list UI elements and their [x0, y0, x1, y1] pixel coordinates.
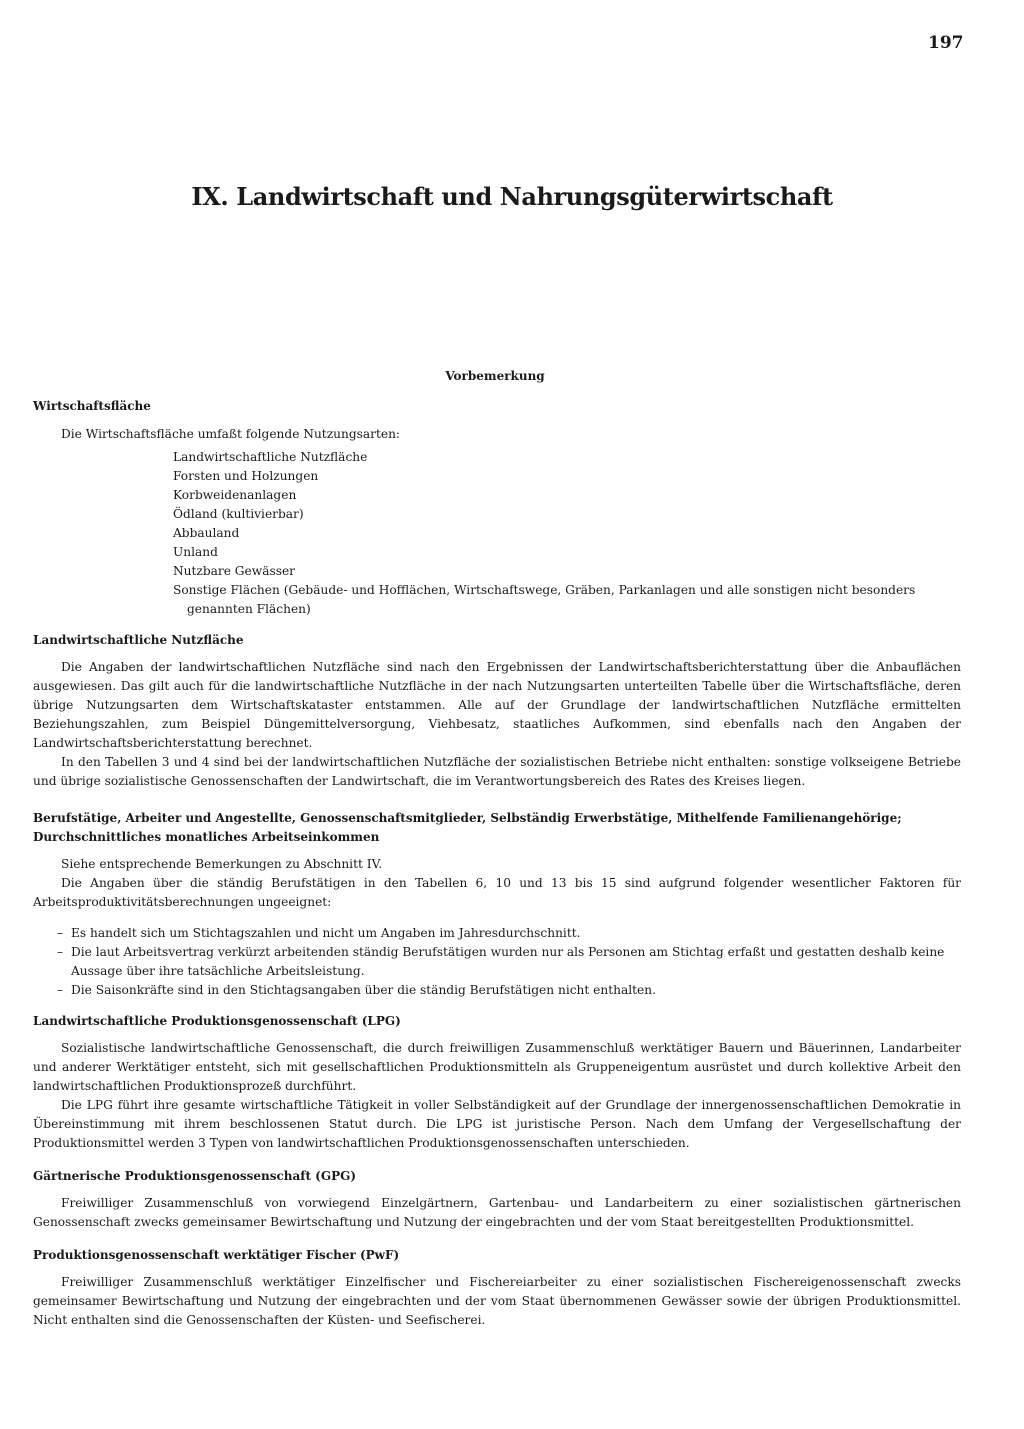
- list-item: Nutzbare Gewässer: [173, 564, 296, 578]
- section-heading: Landwirtschaftliche Nutzfläche: [33, 633, 244, 647]
- section-wirtschaftsflaeche: [33, 397, 961, 619]
- section-heading: Wirtschaftsfläche: [33, 399, 151, 413]
- dash-list: [57, 924, 961, 1000]
- section-landwirtschaftliche-nutzflaeche: [33, 631, 961, 791]
- list-item: Ödland (kultivierbar): [173, 507, 304, 521]
- section-heading: Berufstätige, Arbeiter und Angestellte, Genossenschaftsmitglieder, Selbständig Erwerbstätige, Mithelfende Familienangehörige; Durchschnittliches monatliches Arbeitseinkommen: [33, 811, 902, 844]
- list-item: Sonstige Flächen (Gebäude- und Hofflächen, Wirtschaftswege, Gräben, Parkanlagen und alle sonstigen nicht besonders genannten Flächen): [173, 583, 916, 616]
- paragraph: Die Angaben der landwirtschaftlichen Nutzfläche sind nach den Ergebnissen der Landwirtschaftsberichterstattung über die Anbauflächen ausgewiesen. Das gilt auch für die landwirtschaftliche Nutzfläche in der nach Nutzungsarten unterteilten Tabelle über die Wirtschaftsfläche, deren übrige Nutzungsarten dem Wirtschaftskataster entstammen. Alle auf der Grundlage der landwirtschaftlichen Nutzfläche ermittelten Beziehungszahlen, zum Beispiel Düngemittelversorgung, Viehbesatz, staatliches Aufkommen, sind ebenfalls nach den Angaben der Landwirtschaftsberichterstattung berechnet.: [33, 660, 961, 750]
- section-pwf: [33, 1246, 961, 1330]
- paragraph: Sozialistische landwirtschaftliche Genossenschaft, die durch freiwilligen Zusammenschluß werktätiger Bauern und Bäuerinnen, Landarbeiter und anderer Werktätiger entsteht, sich mit gesellschaftlichen Produktionsmitteln als Gruppeneigentum ausrüstet und durch kollektive Arbeit den landwirtschaftlichen Produktionsprozeß durchführt.: [33, 1041, 961, 1093]
- list-item: Forsten und Holzungen: [173, 469, 319, 483]
- list-item: – Es handelt sich um Stichtagszahlen und nicht um Angaben im Jahresdurchschnitt.: [57, 926, 581, 940]
- section-gpg: [33, 1167, 961, 1232]
- section-heading: Landwirtschaftliche Produktionsgenossenschaft (LPG): [33, 1014, 401, 1028]
- paragraph: Freiwilliger Zusammenschluß werktätiger Einzelfischer und Fischereiarbeiter zu einer sozialistischen Fischereigenossenschaft zwecks gemeinsamer Bewirtschaftung und Nutzung der eingebrachten und der vom Staat übernommenen Gewässer sowie der übrigen Produktionsmittel. Nicht enthalten sind die Genossenschaften der Küsten- und Seefischerei.: [33, 1275, 961, 1327]
- preliminary-remark-title: Vorbemerkung: [445, 369, 545, 383]
- section-heading: Produktionsgenossenschaft werktätiger Fischer (PwF): [33, 1248, 400, 1262]
- list-item: Abbauland: [173, 526, 240, 540]
- section-intro: Die Wirtschaftsfläche umfaßt folgende Nutzungsarten:: [61, 427, 401, 441]
- list-item: – Die laut Arbeitsvertrag verkürzt arbeitenden ständig Berufstätigen wurden nur als Personen am Stichtag erfaßt und gestatten deshalb keine Aussage über ihre tatsächliche Arbeitsleistung.: [57, 945, 945, 978]
- section-berufstaetige: [33, 809, 961, 1000]
- list-item: Landwirtschaftliche Nutzfläche: [173, 450, 368, 464]
- list-item: Korbweidenanlagen: [173, 488, 297, 502]
- document-body: [33, 397, 961, 1330]
- list-item: Unland: [173, 545, 218, 559]
- list-item: – Die Saisonkräfte sind in den Stichtagsangaben über die ständig Berufstätigen nicht enthalten.: [57, 983, 656, 997]
- paragraph: Die Angaben über die ständig Berufstätigen in den Tabellen 6, 10 und 13 bis 15 sind aufgrund folgender wesentlicher Faktoren für Arbeitsproduktivitätsberechnungen ungeeignet:: [33, 876, 961, 909]
- paragraph: Die LPG führt ihre gesamte wirtschaftliche Tätigkeit in voller Selbständigkeit auf der Grundlage der innergenossenschaftlichen Demokratie in Übereinstimmung mit ihrem beschlossenen Statut durch. Die LPG ist juristische Person. Nach dem Umfang der Vergesellschaftung der Produktionsmittel werden 3 Typen von landwirtschaftlichen Produktionsgenossenschaften unterschieden.: [33, 1098, 961, 1150]
- list-item-text: Die Saisonkräfte sind in den Stichtagsangaben über die ständig Berufstätigen nicht enthalten.: [71, 983, 656, 997]
- paragraph: Freiwilliger Zusammenschluß von vorwiegend Einzelgärtnern, Gartenbau- und Landarbeitern zu einer sozialistischen gärtnerischen Genossenschaft zwecks gemeinsamer Bewirtschaftung und Nutzung der eingebrachten und der vom Staat bereitgestellten Produktionsmittel.: [33, 1196, 961, 1229]
- section-lpg: [33, 1012, 961, 1153]
- section-heading: Gärtnerische Produktionsgenossenschaft (GPG): [33, 1169, 357, 1183]
- paragraph: Siehe entsprechende Bemerkungen zu Abschnitt IV.: [61, 857, 383, 871]
- land-use-type-list: [173, 448, 961, 619]
- chapter-title: IX. Landwirtschaft und Nahrungsgüterwirtschaft: [191, 182, 833, 211]
- list-item-text: Die laut Arbeitsvertrag verkürzt arbeitenden ständig Berufstätigen wurden nur als Personen am Stichtag erfaßt und gestatten deshalb keine Aussage über ihre tatsächliche Arbeitsleistung.: [71, 945, 945, 978]
- paragraph: In den Tabellen 3 und 4 sind bei der landwirtschaftlichen Nutzfläche der sozialistischen Betriebe nicht enthalten: sonstige volkseigene Betriebe und übrige sozialistische Genossenschaften der Landwirtschaft, die im Verantwortungsbereich des Rates des Kreises liegen.: [33, 755, 961, 788]
- page-number: 197: [928, 33, 964, 53]
- list-item-text: Es handelt sich um Stichtagszahlen und nicht um Angaben im Jahresdurchschnitt.: [71, 926, 581, 940]
